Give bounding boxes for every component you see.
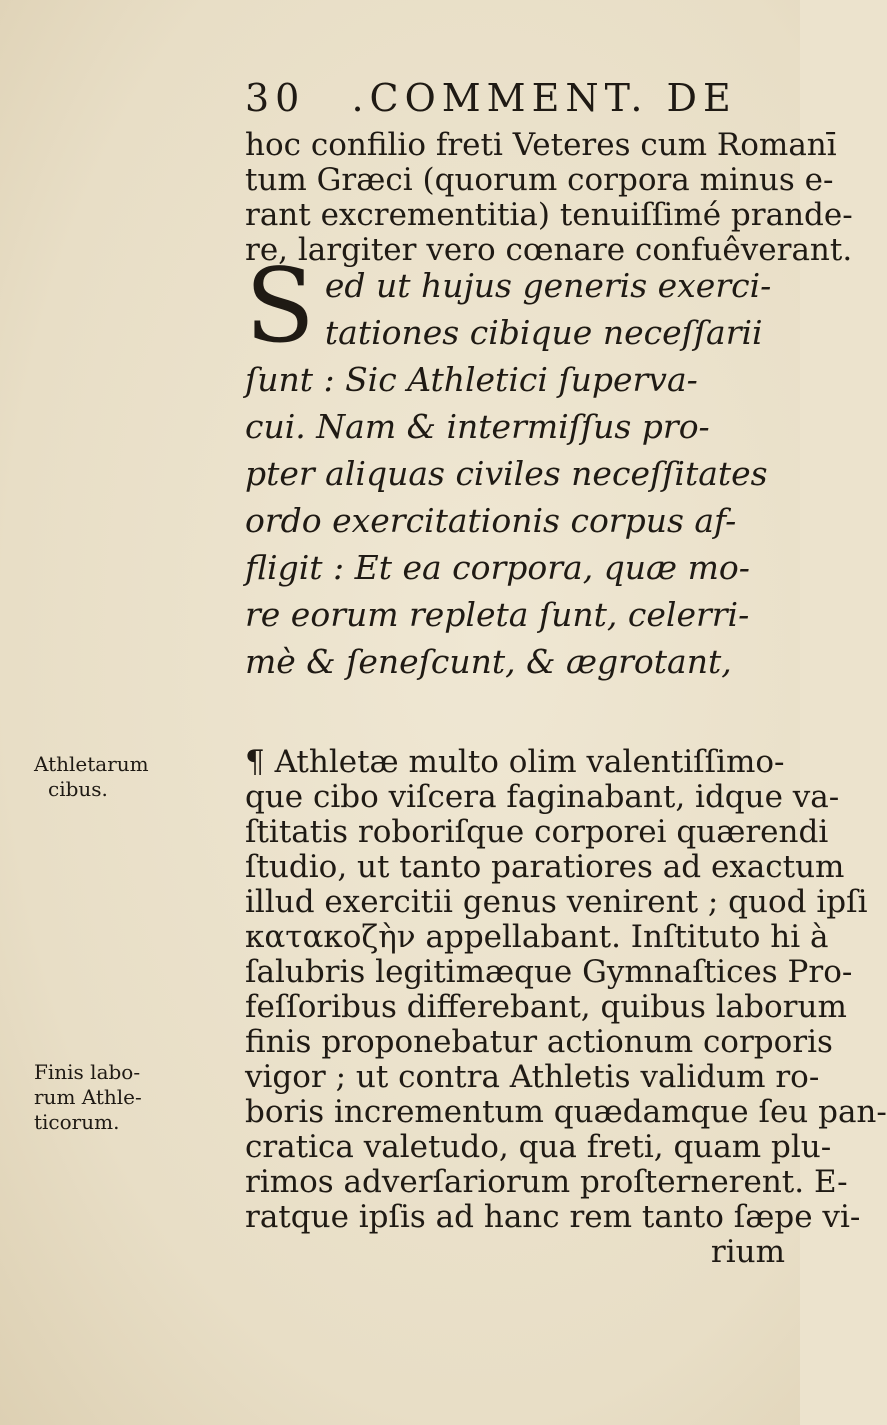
- text-line: ſtitatis roboriſque corporei quærendi: [245, 814, 829, 850]
- margin-note-line: ticorum.: [34, 1110, 120, 1134]
- text-line: ſalubris legitimæque Gymnaſtices Pro-: [245, 954, 853, 990]
- page-header: [245, 76, 737, 120]
- text-line: ordo exercitationis corpus af-: [245, 501, 737, 540]
- text-line: rimos adverſariorum proſternerent. E-: [245, 1164, 848, 1200]
- margin-note-finis-laborum: [34, 1060, 164, 1135]
- text-line: fligit : Et ea corpora, quæ mo-: [245, 548, 750, 587]
- text-line: finis proponebatur actionum corporis: [245, 1024, 833, 1060]
- text-line: boris incrementum quædamque ſeu pan-: [245, 1094, 887, 1130]
- text-line: ſtudio, ut tanto paratiores ad exactum: [245, 849, 845, 885]
- text-line: re eorum repleta ſunt, celerri-: [245, 595, 750, 634]
- text-line: κατακοζὴν appellabant. Inſtituto hi à: [245, 919, 829, 955]
- text-line: ratque ipſis ad hanc rem tanto ſæpe vi-: [245, 1199, 861, 1235]
- text-line: pter aliquas civiles neceſſitates: [245, 454, 768, 493]
- margin-note-athletarum-cibus: [34, 752, 164, 802]
- text-line: tationes cibique neceſſarii: [324, 313, 763, 352]
- text-line: ed ut hujus generis exerci-: [324, 266, 772, 305]
- text-line: mè & ſeneſcunt, & ægrotant,: [245, 642, 732, 681]
- text-line: illud exercitii genus venirent ; quod ipſi: [245, 884, 868, 920]
- page-number: 30: [245, 76, 306, 120]
- text-line: ¶ Athletæ multo olim valentiſſimo-: [245, 744, 785, 780]
- margin-note-line: cibus.: [48, 777, 108, 801]
- text-line: ſunt : Sic Athletici ſuperva-: [245, 360, 698, 399]
- text-line: re, largiter vero cœnare confuêverant.: [245, 232, 853, 268]
- margin-note-line: Athletarum: [34, 752, 149, 776]
- running-title: .COMMENT. DE: [351, 76, 737, 120]
- text-line: cui. Nam & intermiſſus pro-: [245, 407, 710, 446]
- margin-note-line: Finis labo-: [34, 1060, 141, 1084]
- text-line: hoc confilio freti Veteres cum Romanī: [245, 127, 837, 163]
- text-line: tum Græci (quorum corpora minus e-: [245, 162, 834, 198]
- drop-cap: S: [245, 247, 315, 366]
- paragraph-athletes: [245, 744, 887, 1270]
- text-line: cratica valetudo, qua freti, quam plu-: [245, 1129, 832, 1165]
- margin-note-line: rum Athle-: [34, 1085, 142, 1109]
- text-line: que cibo viſcera faginabant, idque va-: [245, 779, 840, 815]
- text-line: rium: [710, 1234, 785, 1270]
- text-line: vigor ; ut contra Athletis validum ro-: [245, 1059, 820, 1095]
- paragraph-intro: [245, 127, 853, 268]
- text-line: feſſoribus differebant, quibus laborum: [245, 989, 847, 1025]
- text-line: rant excrementitia) tenuiſſimé prande-: [245, 197, 853, 233]
